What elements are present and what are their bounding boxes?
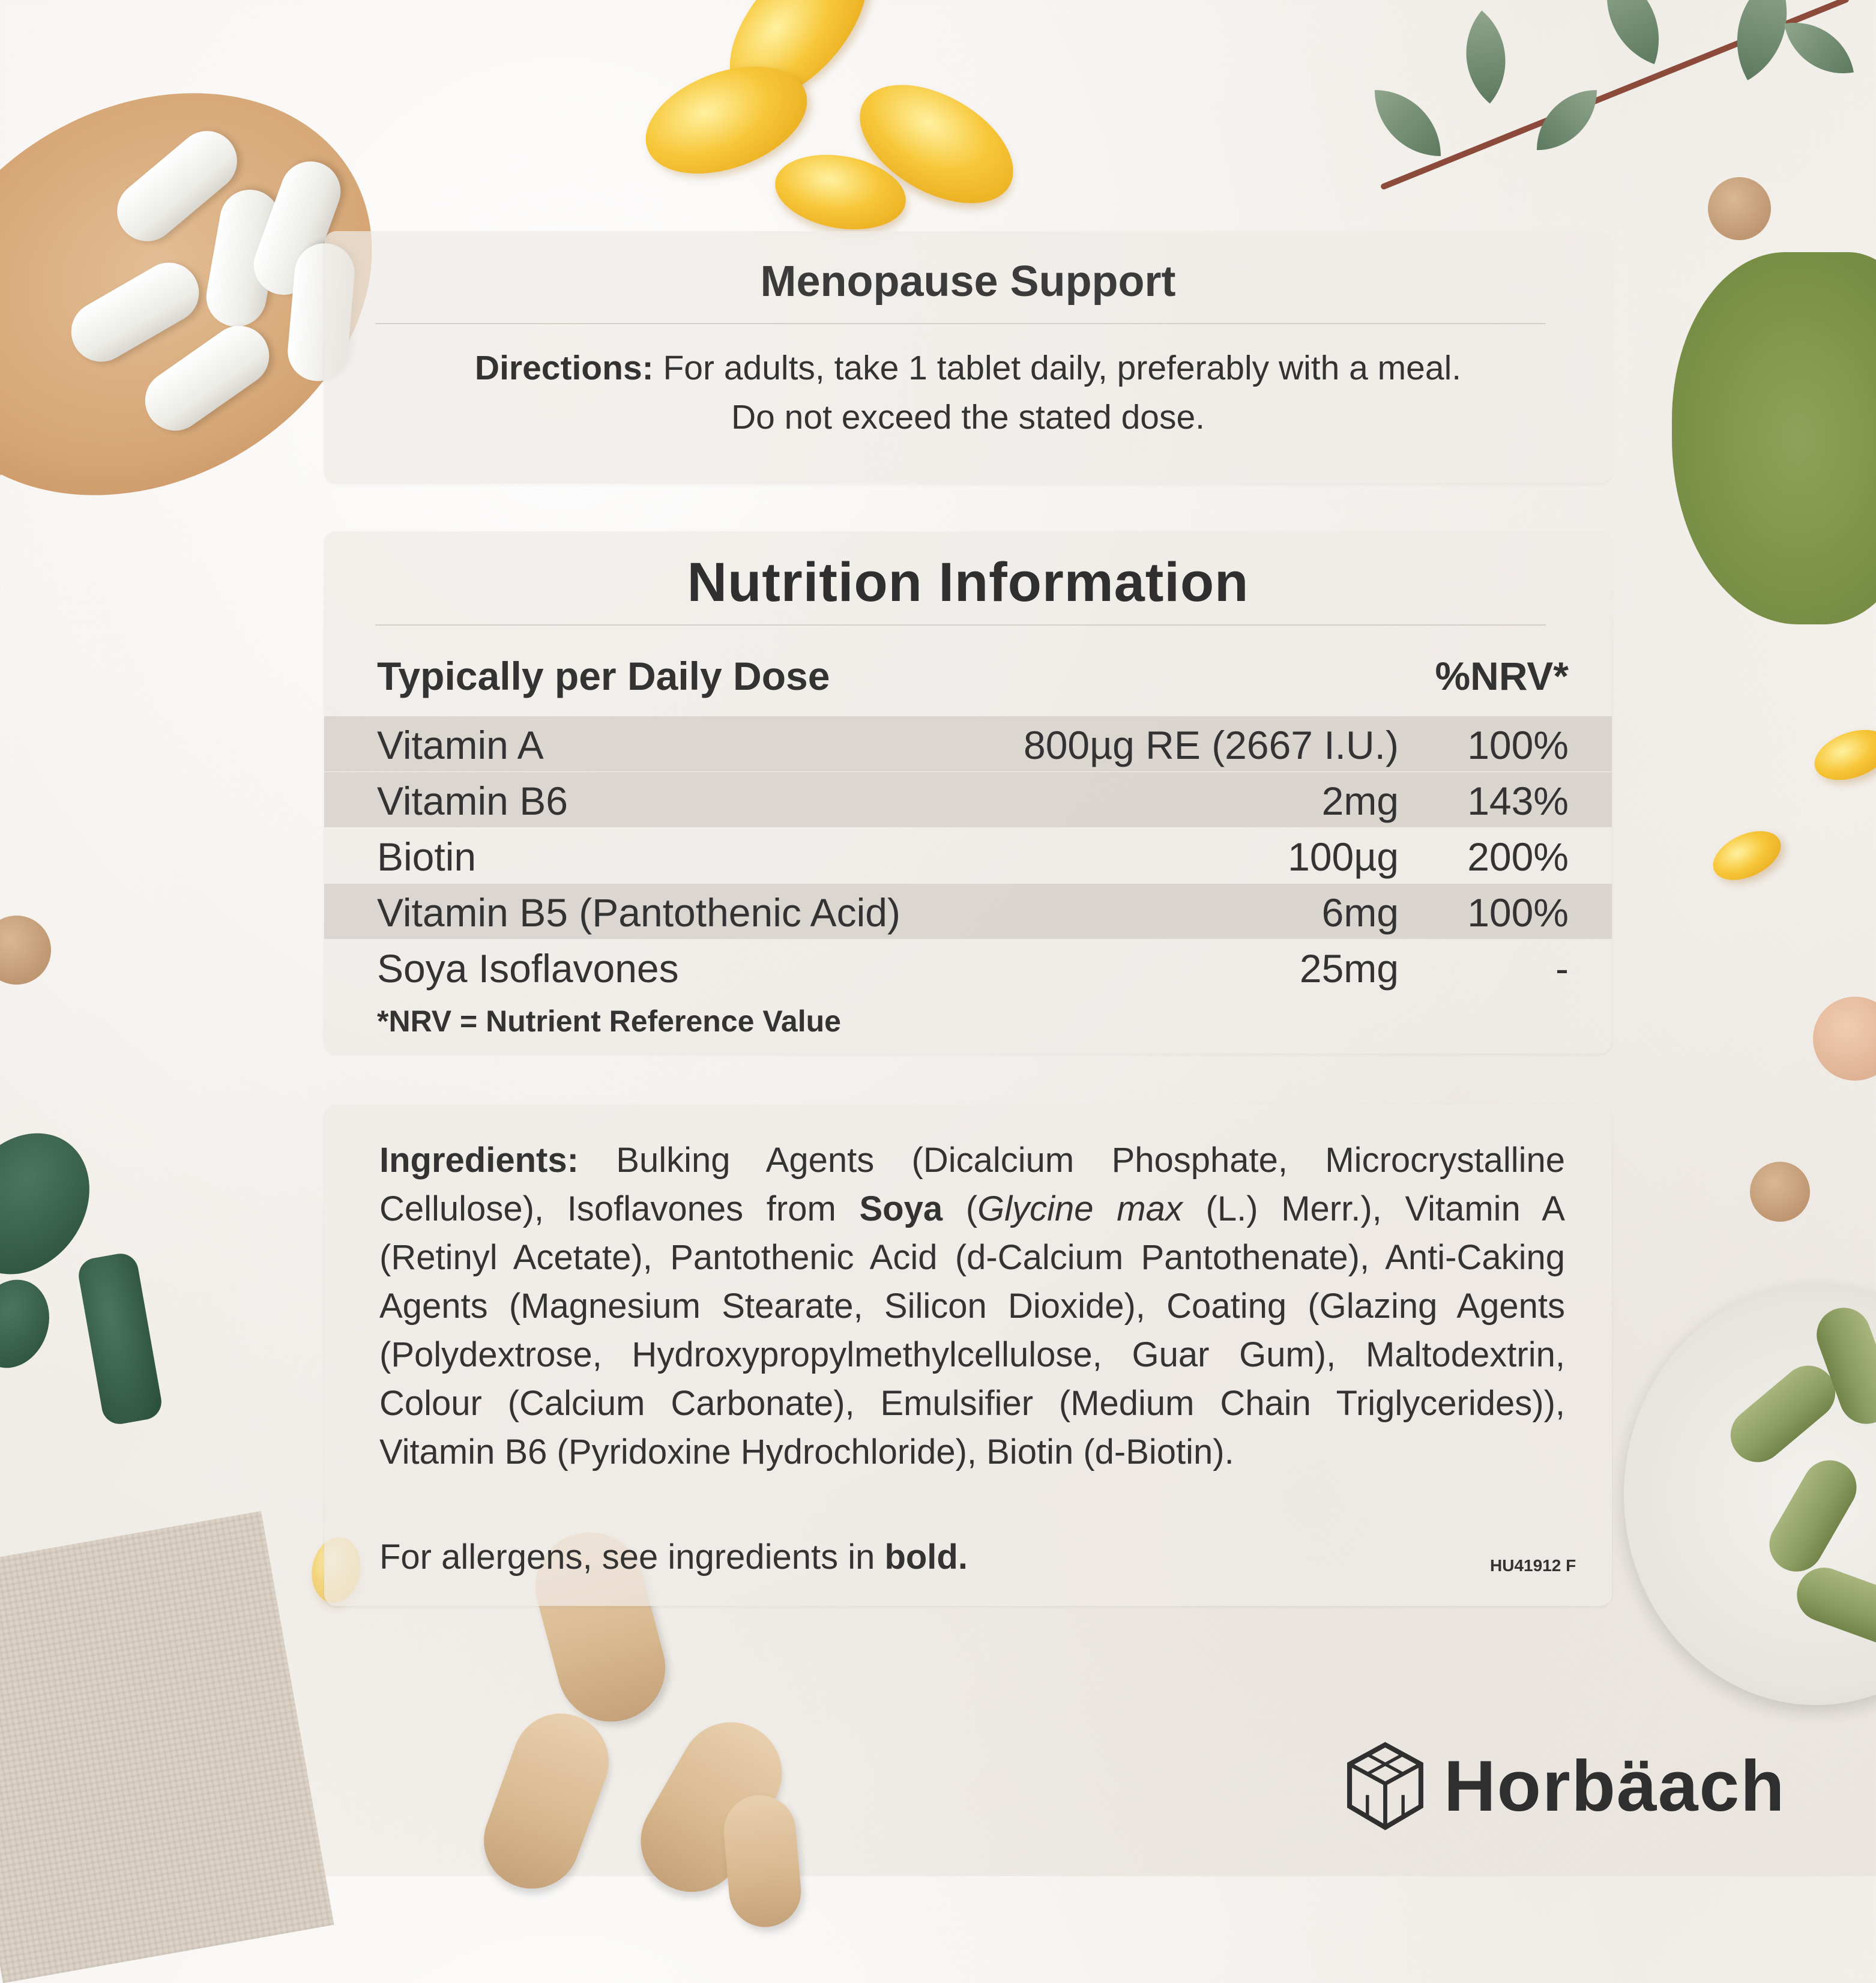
eucalyptus-leaf [1375, 90, 1441, 156]
header-nrv: %NRV* [1435, 654, 1569, 698]
allergens-text: For allergens, see ingredients in [379, 1538, 885, 1577]
table-row [324, 940, 1612, 995]
product-code: HU41912 F [1490, 1556, 1576, 1575]
nutrient-amount: 25mg [1299, 946, 1399, 991]
ingredients-label: Ingredients: [379, 1141, 579, 1180]
linen-cloth [0, 1511, 334, 1983]
ingredients-part2: ( [943, 1189, 978, 1228]
nutrition-title: Nutrition Information [687, 552, 1249, 613]
nutrient-amount: 800µg RE (2667 I.U.) [1023, 723, 1399, 767]
beige-tablet [721, 1792, 804, 1930]
directions-line1: For adults, take 1 tablet daily, preferably with a meal. [653, 349, 1462, 387]
nutrient-name: Vitamin B6 [377, 779, 568, 823]
nutrient-nrv: - [1555, 946, 1569, 991]
title-divider [375, 323, 1546, 324]
eucalyptus-leaf [1587, 0, 1679, 64]
nutrient-nrv: 100% [1467, 723, 1569, 767]
nutrient-nrv: 143% [1467, 779, 1569, 823]
brand-logo [1345, 1741, 1785, 1831]
nutrient-nrv: 100% [1467, 890, 1569, 935]
directions-text [324, 343, 1612, 442]
peach-tablet [1813, 997, 1876, 1081]
cube-logo-icon [1345, 1741, 1426, 1831]
green-tablet [0, 1269, 61, 1378]
table-row [324, 884, 1612, 939]
latin-name: Glycine max [977, 1189, 1183, 1228]
nutrient-name: Biotin [377, 835, 477, 879]
table-row [324, 716, 1612, 771]
brand-name: Horbäach [1444, 1746, 1786, 1826]
nutrient-nrv: 200% [1467, 835, 1569, 879]
nutrient-name: Vitamin A [377, 723, 544, 767]
eucalyptus-leaf [1537, 90, 1597, 150]
eucalyptus-leaf [1784, 13, 1854, 83]
ingredients-part1: Bulking Agents (Dicalcium Phosphate, Microcrystalline Cellulose), Isoflavones from [379, 1141, 1565, 1228]
header-daily-dose: Typically per Daily Dose [377, 654, 830, 698]
yellow-softgel [1808, 720, 1876, 789]
nutrient-amount: 6mg [1321, 890, 1399, 935]
nutrient-amount: 100µg [1288, 835, 1399, 879]
brown-tablet [1708, 177, 1771, 240]
directions-label: Directions: [474, 349, 654, 387]
allergen-soya: Soya [859, 1189, 943, 1228]
brown-tablet [0, 916, 51, 985]
green-tablet [76, 1251, 164, 1426]
allergens-note [379, 1537, 968, 1577]
directions-line2: Do not exceed the stated dose. [731, 398, 1205, 436]
nrv-footnote: *NRV = Nutrient Reference Value [377, 1004, 841, 1038]
nutrition-table-header [324, 653, 1612, 701]
nutrient-name: Soya Isoflavones [377, 946, 679, 991]
product-title: Menopause Support [760, 258, 1176, 306]
allergens-bold: bold. [884, 1538, 968, 1577]
brown-tablet [1750, 1162, 1810, 1222]
beige-tablet [471, 1700, 623, 1903]
ingredients-part3: (L.) Merr.), Vitamin A (Retinyl Acetate), Pantothenic Acid (d-Calcium Pantothenate), Anti-Caking Agents (Magnesium Stearate, Silicon Dioxide), Coating (Glazing Agents (Polydextrose, Hydroxypropylmethylcellulose, Guar Gum), Maltodextrin, Colour (Calcium Carbonate), Emulsifier (Medium Chain Triglycerides)), Vitamin B6 (Pyridoxine Hydrochloride), Biotin (d-Biotin). [379, 1189, 1565, 1471]
nutrient-amount: 2mg [1321, 779, 1399, 823]
nutrition-divider [375, 624, 1546, 626]
nutrient-name: Vitamin B5 (Pantothenic Acid) [377, 890, 900, 935]
yellow-softgel [1706, 821, 1788, 890]
table-row [324, 828, 1612, 883]
eucalyptus-leaf [1440, 11, 1533, 104]
green-powder [1672, 252, 1876, 624]
ingredients-text [379, 1136, 1565, 1476]
table-row [324, 772, 1612, 827]
